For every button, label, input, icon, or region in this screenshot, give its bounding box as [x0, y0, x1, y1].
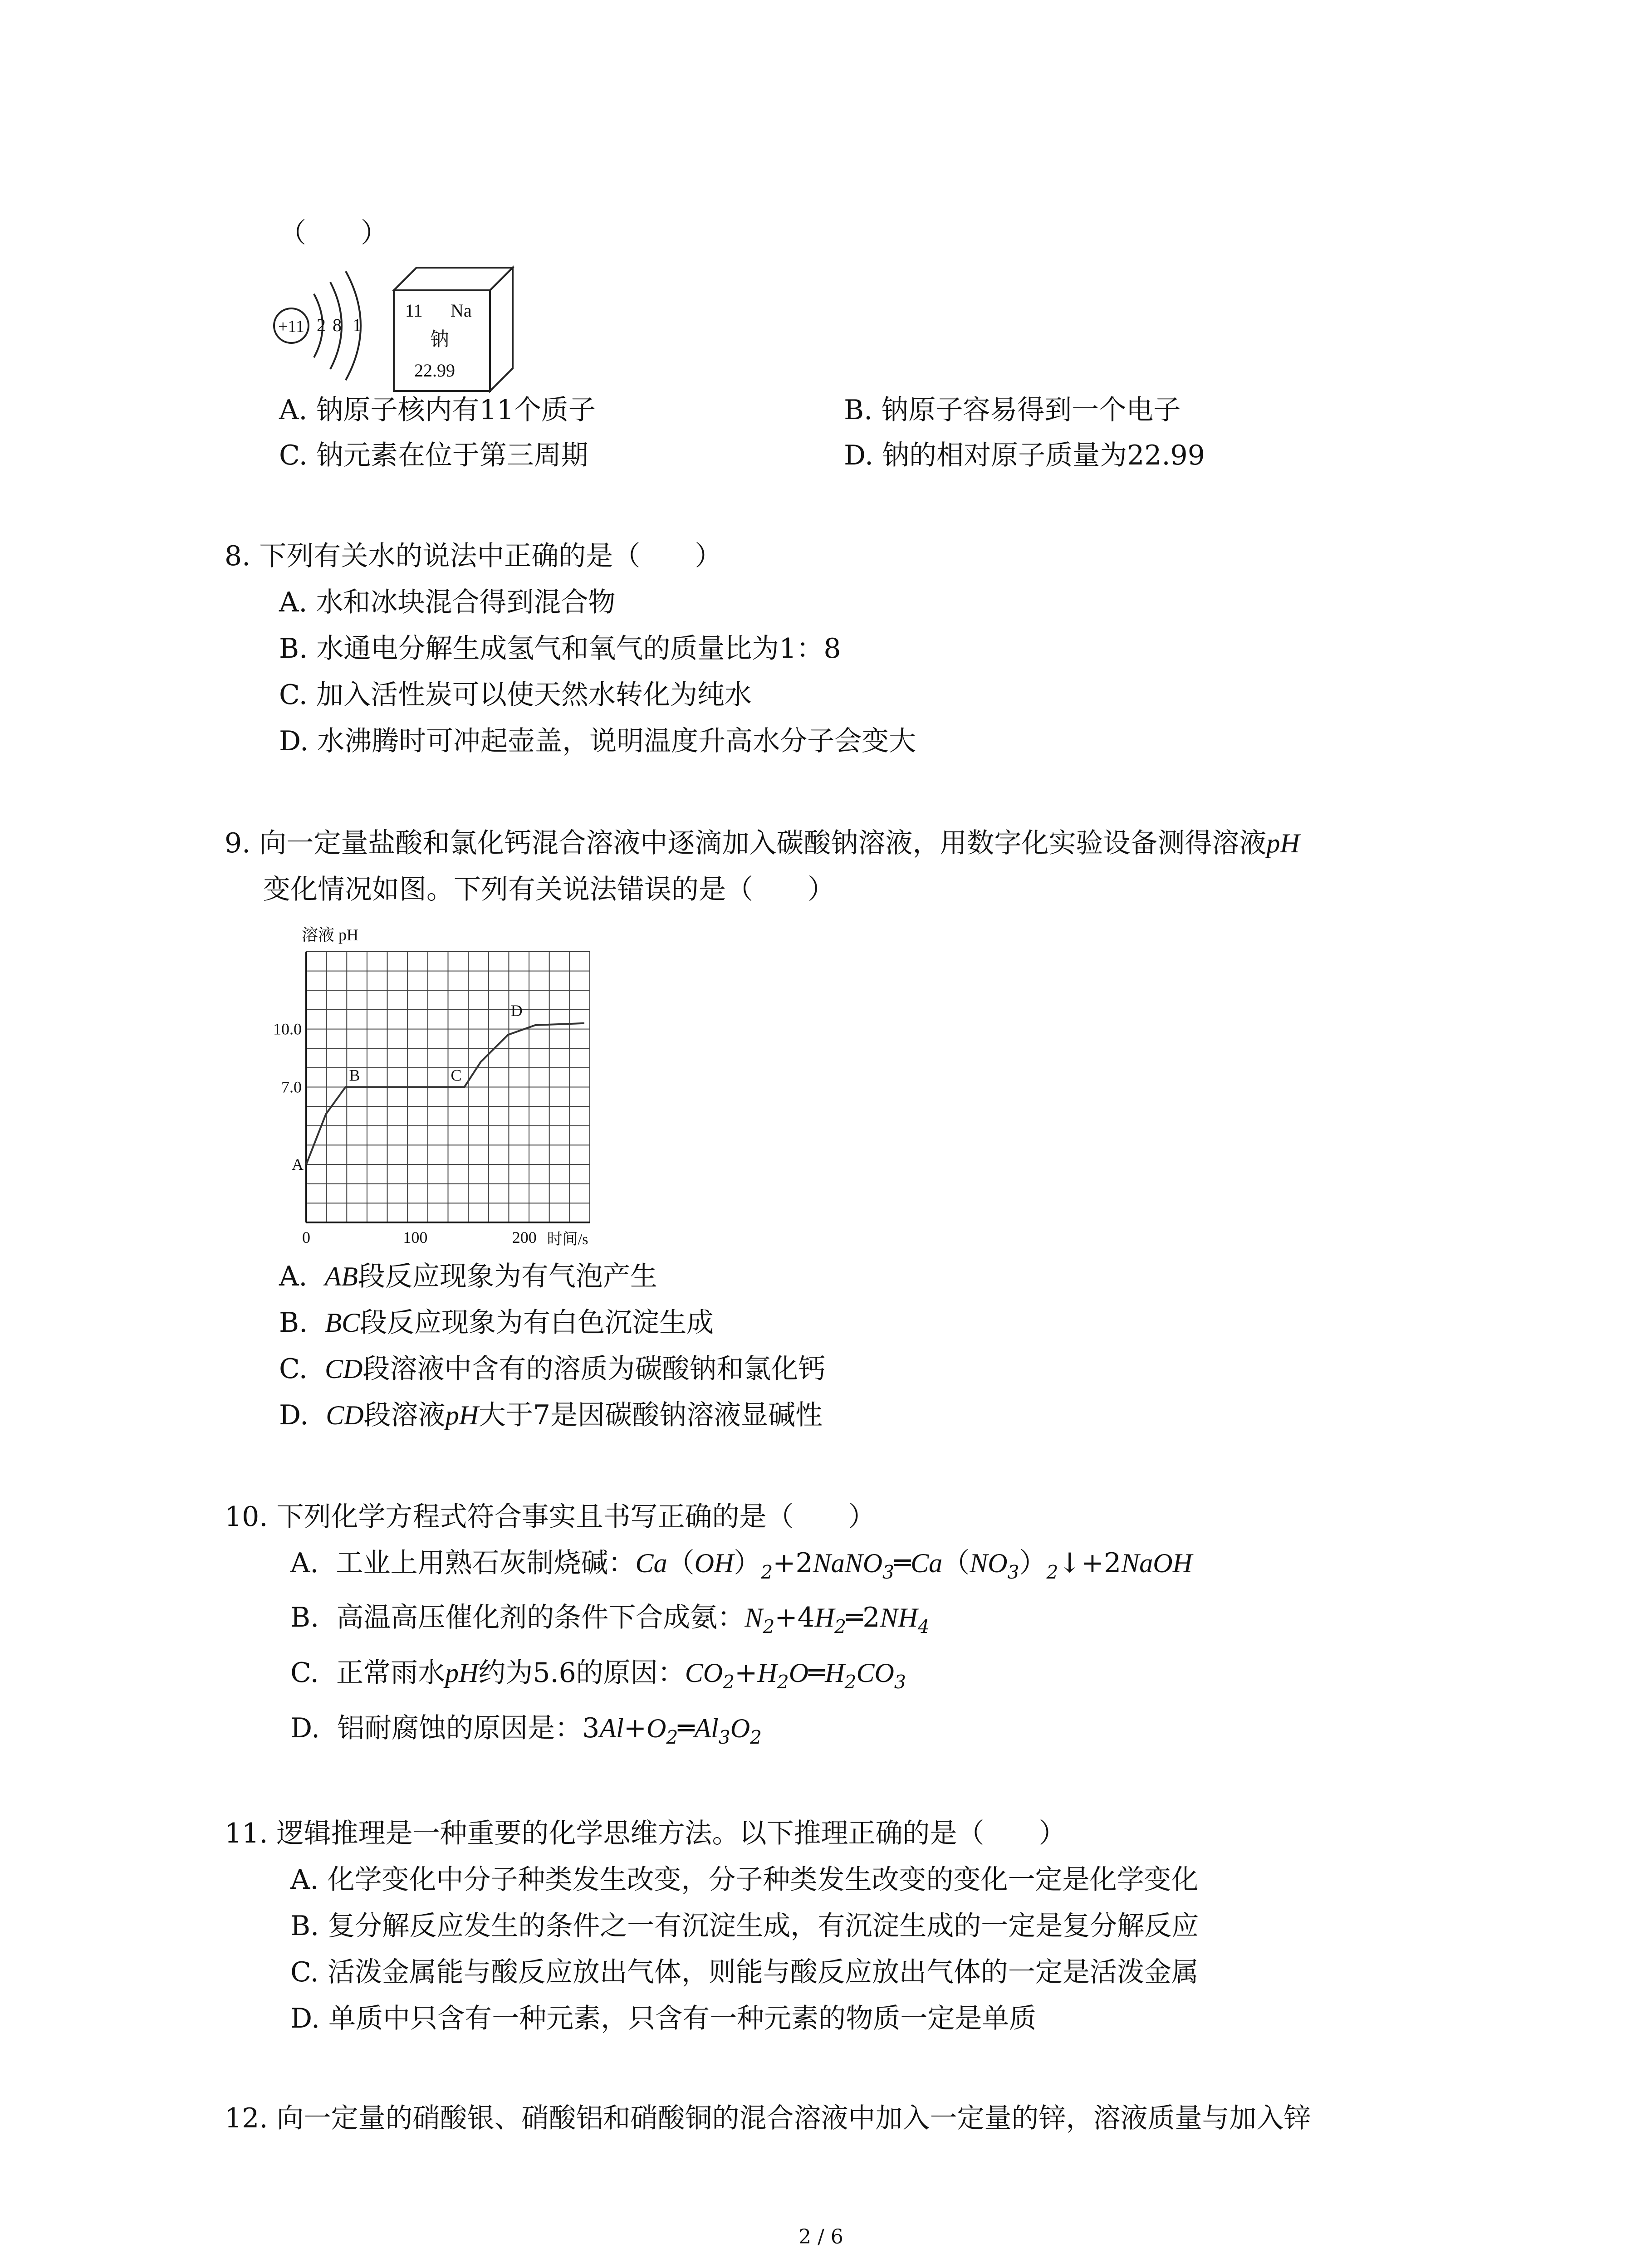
q9-option-d-text2: 大于7是因碳酸钠溶液显碱性: [478, 1399, 823, 1431]
q7-option-a: A. 钠原子核内有11个质子: [279, 394, 596, 426]
element-mass: 22.99: [414, 360, 455, 381]
q9-option-c: [279, 1353, 825, 1385]
x-tick-label: 100: [403, 1228, 428, 1246]
q11-option-b: B. 复分解反应发生的条件之一有沉淀生成，有沉淀生成的一定是复分解反应: [290, 1910, 1199, 1942]
q9-stem-ph: pH: [1266, 828, 1300, 858]
element-symbol: Na: [451, 300, 472, 321]
q10-option-c: C. 正常雨水pH约为5.6的原因：$CO_2+H_2O═H_2CO_3$: [290, 1657, 906, 1693]
q9-stem-line2: 变化情况如图。下列有关说法错误的是（ ）: [263, 874, 835, 905]
q9-option-c-letter: C.: [279, 1353, 308, 1385]
ph-chart: [254, 912, 599, 1256]
q9-option-d: [279, 1399, 823, 1432]
sodium-atom-diagram: [263, 259, 381, 395]
point-label-a: A: [292, 1155, 304, 1174]
point-label-b: B: [349, 1066, 360, 1085]
element-number: 11: [405, 300, 423, 321]
q9-option-d-seg: CD: [326, 1400, 364, 1430]
page-number: 2 / 6: [798, 2225, 843, 2248]
q9-option-a-letter: A.: [279, 1261, 308, 1292]
x-tick-label: 0: [302, 1228, 310, 1246]
q9-option-b-text: 段反应现象为有白色沉淀生成: [360, 1307, 714, 1339]
q9-stem-text: 9. 向一定量盐酸和氯化钙混合溶液中逐滴加入碳酸钠溶液，用数字化实验设备测得溶液: [225, 827, 1267, 859]
q12-stem: 12. 向一定量的硝酸银、硝酸铝和硝酸铜的混合溶液中加入一定量的锌，溶液质量与加入锌: [225, 2102, 1311, 2134]
q8-option-c: C. 加入活性炭可以使天然水转化为纯水: [279, 679, 752, 711]
q7-paren: （ ）: [279, 217, 388, 249]
q10-stem: 10. 下列化学方程式符合事实且书写正确的是（ ）: [225, 1501, 876, 1533]
q7-option-c: C. 钠元素在位于第三周期: [279, 440, 588, 471]
q8-option-a: A. 水和冰块混合得到混合物: [279, 587, 616, 618]
q11-option-c: C. 活泼金属能与酸反应放出气体，则能与酸反应放出气体的一定是活泼金属: [290, 1956, 1199, 1988]
y-axis-label: 溶液 pH: [302, 926, 358, 944]
q10-option-a: A. 工业上用熟石灰制烧碱：$Ca(OH)_2+2NaNO_3═Ca(NO_3)_2↓+2NaOH$: [290, 1547, 1192, 1584]
q9-option-d-text: 段溶液: [363, 1399, 446, 1431]
q9-option-a: [279, 1260, 657, 1293]
q9-option-b-seg: BC: [325, 1308, 360, 1338]
y-tick-label: 7.0: [281, 1078, 302, 1096]
nucleus-label: +11: [278, 317, 305, 336]
element-card: [389, 263, 521, 395]
q7-option-d: D. 钠的相对原子质量为22.99: [844, 440, 1205, 471]
q11-option-a: A. 化学变化中分子种类发生改变，分子种类发生改变的变化一定是化学变化: [290, 1864, 1199, 1896]
q11-option-d: D. 单质中只含有一种元素，只含有一种元素的物质一定是单质: [290, 2003, 1037, 2034]
q8-option-b: B. 水通电分解生成氢气和氧气的质量比为1：8: [279, 633, 841, 665]
q8-option-d: D. 水沸腾时可冲起壶盖，说明温度升高水分子会变大: [279, 725, 916, 757]
ph-series-line: [306, 1023, 584, 1164]
shell-1-count: 2: [317, 315, 326, 335]
q9-option-a-seg: AB: [324, 1261, 358, 1291]
q10-option-d: D. 铝耐腐蚀的原因是：$3Al+O_2═Al_3O_2$: [290, 1712, 762, 1749]
q9-option-d-ph: pH: [445, 1400, 479, 1430]
q9-option-b: [279, 1306, 714, 1339]
y-tick-label: 10.0: [273, 1020, 302, 1038]
x-tick-label: 200: [512, 1228, 537, 1246]
x-axis-label: 时间/s: [547, 1231, 588, 1248]
q7-option-b: B. 钠原子容易得到一个电子: [844, 394, 1181, 426]
point-label-d: D: [510, 1002, 523, 1020]
shell-2-count: 8: [333, 315, 342, 335]
q8-stem: 8. 下列有关水的说法中正确的是（ ）: [225, 540, 722, 572]
q11-stem: 11. 逻辑推理是一种重要的化学思维方法。以下推理正确的是（ ）: [225, 1818, 1066, 1849]
q9-option-d-letter: D.: [279, 1399, 309, 1431]
q10-option-b: B. 高温高压催化剂的条件下合成氨：$N_2+4H_2═2NH_4$: [290, 1602, 930, 1638]
point-label-c: C: [451, 1066, 462, 1085]
q9-option-b-letter: B.: [279, 1307, 308, 1339]
shell-3-count: 1: [353, 315, 362, 335]
q9-option-c-seg: CD: [325, 1354, 363, 1384]
q9-option-c-text: 段溶液中含有的溶质为碳酸钠和氯化钙: [362, 1353, 826, 1385]
q9-option-a-text: 段反应现象为有气泡产生: [358, 1261, 657, 1292]
q9-stem-line1: [225, 827, 1300, 860]
element-name: 钠: [430, 329, 450, 350]
